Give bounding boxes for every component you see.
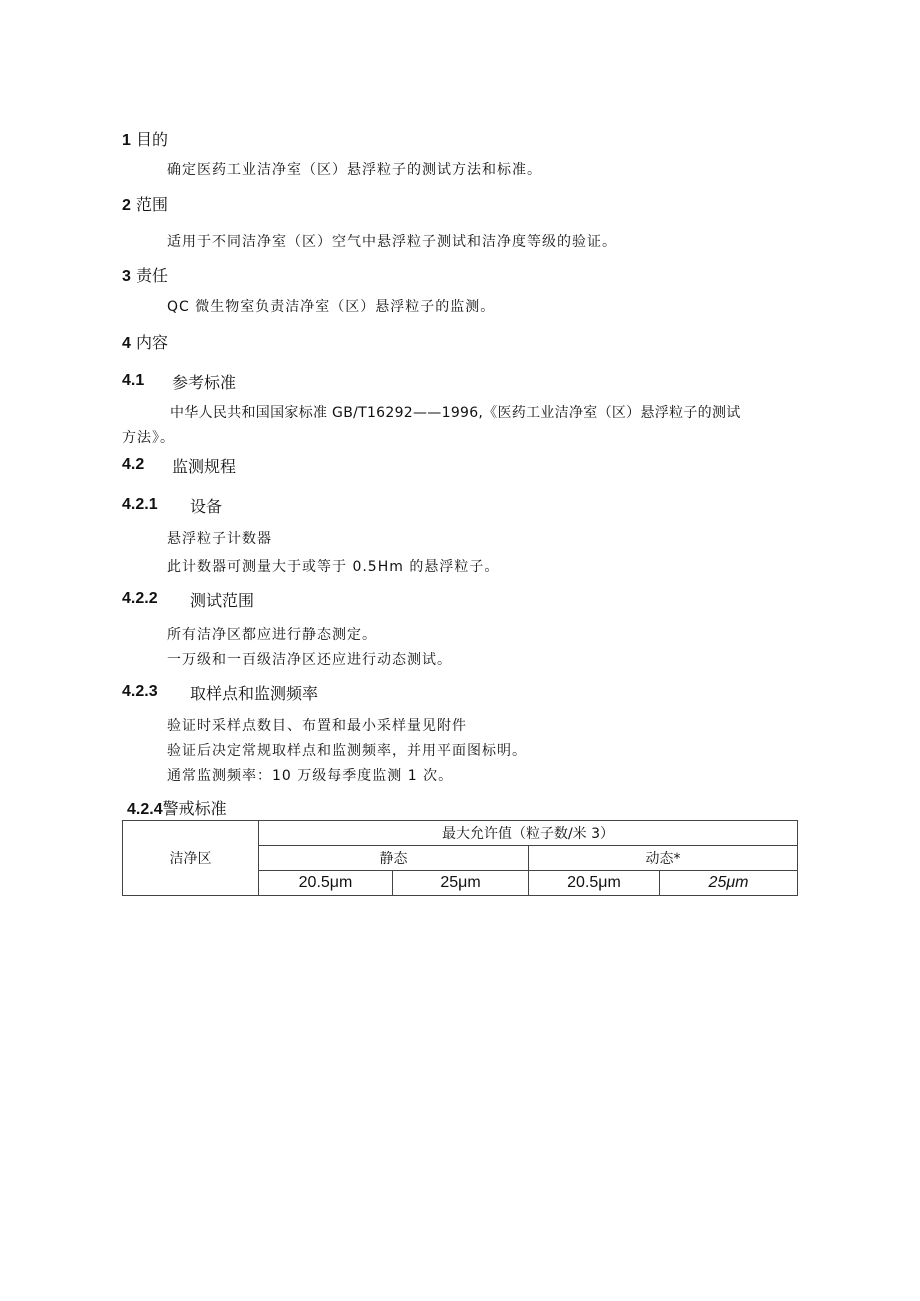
heading-equipment: 4.2.1 设备 [122,496,223,516]
header-dynamic: 动态* [529,846,798,871]
heading-purpose: 1 目的 [122,130,169,149]
heading-sampling: 4.2.3 取样点和监测频率 [122,683,319,703]
size-cell: 25μm [393,871,529,896]
header-static: 静态 [259,846,529,871]
equipment-line: 此计数器可测量大于或等于 0.5Hm 的悬浮粒子。 [167,559,500,575]
size-cell: 20.5μm [529,871,660,896]
reference-text-line2: 方法》。 [122,430,175,446]
heading-monitoring: 4.2 监测规程 [122,456,237,476]
test-scope-line: 所有洁净区都应进行静态测定。 [167,627,377,643]
header-clean-zone: 洁净区 [123,821,259,896]
sampling-line: 验证后决定常规取样点和监测频率，并用平面图标明。 [167,743,527,759]
sampling-line: 验证时采样点数目、布置和最小采样量见附件 [167,718,467,734]
sampling-line: 通常监测频率：10 万级每季度监测 1 次。 [167,768,454,784]
purpose-text: 确定医药工业洁净室（区）悬浮粒子的测试方法和标准。 [167,162,542,178]
size-cell: 20.5μm [259,871,393,896]
scope-text: 适用于不同洁净室（区）空气中悬浮粒子测试和洁净度等级的验证。 [167,234,617,250]
heading-responsibility: 3 责任 [122,266,169,285]
heading-content: 4 内容 [122,333,169,352]
heading-scope: 2 范围 [122,195,169,214]
equipment-line: 悬浮粒子计数器 [167,531,272,547]
heading-test-scope: 4.2.2 测试范围 [122,590,255,610]
size-cell: 25μm [660,871,798,896]
heading-alert-standard: 4.2.4警戒标准 [127,799,227,818]
header-max-allowed: 最大允许值（粒子数/米 3） [259,821,798,846]
test-scope-line: 一万级和一百级洁净区还应进行动态测试。 [167,652,452,668]
responsibility-text: QC 微生物室负责洁净室（区）悬浮粒子的监测。 [167,299,496,315]
alert-standard-table [122,820,798,896]
reference-text-line1: 中华人民共和国国家标准 GB/T16292——1996,《医药工业洁净室（区）悬浮粒子的测试 [170,405,741,421]
heading-reference: 4.1 参考标准 [122,372,237,392]
